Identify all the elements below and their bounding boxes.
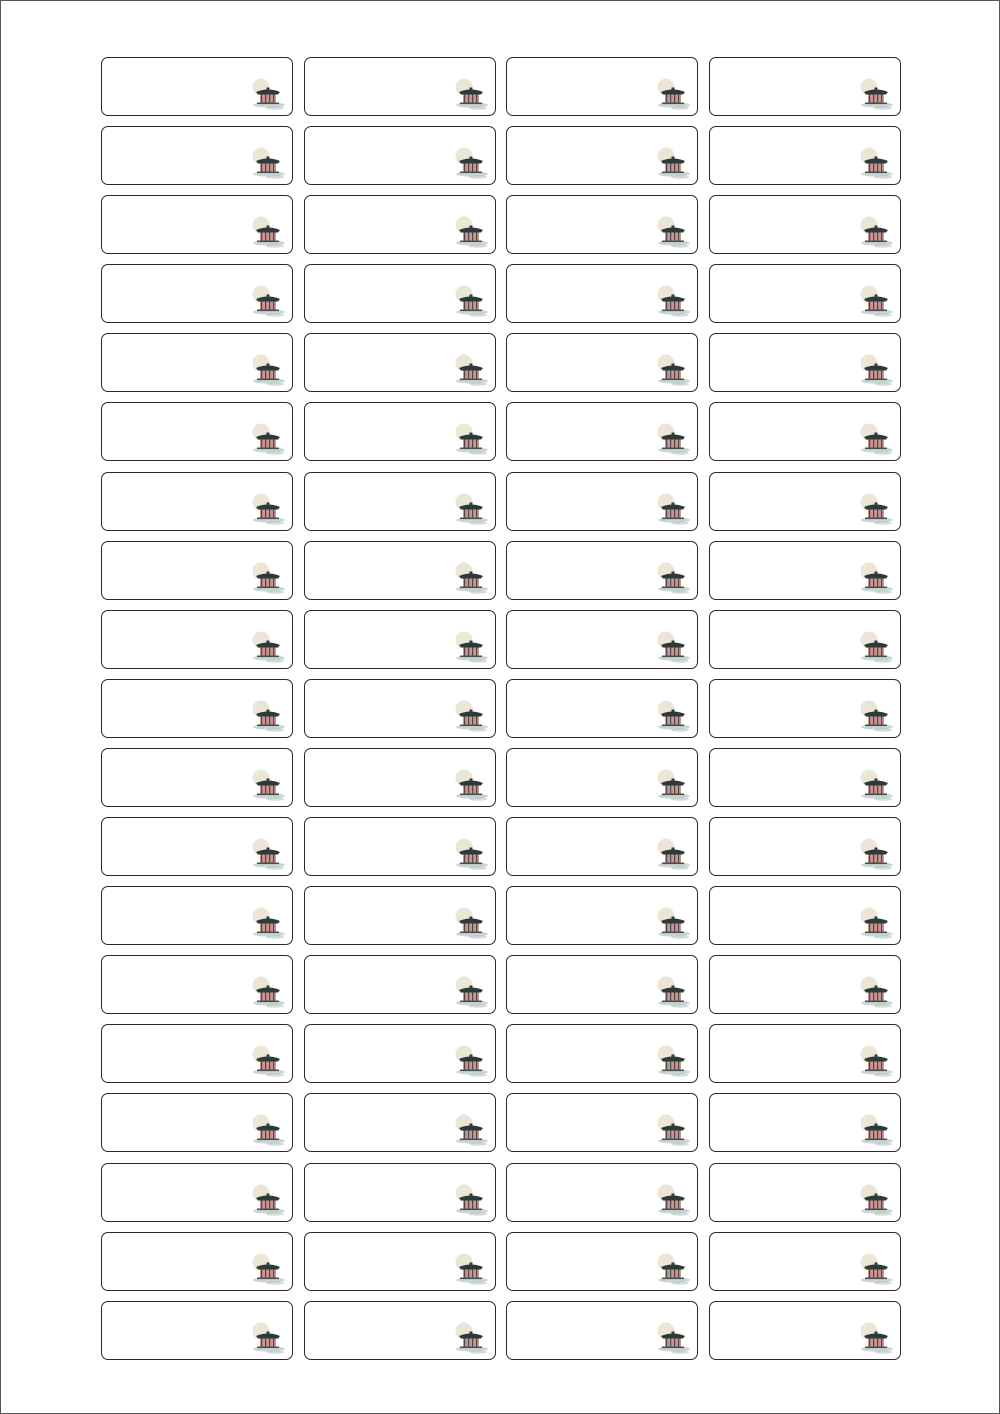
pavilion-moon-icon <box>652 699 692 733</box>
label-blank <box>101 748 293 807</box>
label-blank <box>101 541 293 600</box>
label-blank <box>506 610 698 669</box>
label-blank <box>506 1024 698 1083</box>
pavilion-moon-icon <box>450 1252 490 1286</box>
label-blank <box>304 679 496 738</box>
label-blank <box>506 333 698 392</box>
pavilion-moon-icon <box>652 77 692 111</box>
label-blank <box>101 57 293 116</box>
label-blank <box>709 817 901 876</box>
label-blank <box>304 955 496 1014</box>
label-blank <box>101 817 293 876</box>
pavilion-moon-icon <box>247 561 287 595</box>
pavilion-moon-icon <box>652 1044 692 1078</box>
label-blank <box>506 748 698 807</box>
label-blank <box>709 57 901 116</box>
label-blank <box>101 126 293 185</box>
pavilion-moon-icon <box>247 1252 287 1286</box>
pavilion-moon-icon <box>652 975 692 1009</box>
pavilion-moon-icon <box>450 768 490 802</box>
pavilion-moon-icon <box>855 353 895 387</box>
label-blank <box>304 886 496 945</box>
pavilion-moon-icon <box>247 630 287 664</box>
pavilion-moon-icon <box>855 1321 895 1355</box>
pavilion-moon-icon <box>855 975 895 1009</box>
pavilion-moon-icon <box>450 353 490 387</box>
pavilion-moon-icon <box>247 768 287 802</box>
pavilion-moon-icon <box>855 768 895 802</box>
pavilion-moon-icon <box>450 975 490 1009</box>
label-blank <box>506 402 698 461</box>
pavilion-moon-icon <box>247 699 287 733</box>
label-blank <box>709 1163 901 1222</box>
label-blank <box>304 1093 496 1152</box>
label-blank <box>709 1093 901 1152</box>
pavilion-moon-icon <box>652 1321 692 1355</box>
label-blank <box>709 1024 901 1083</box>
pavilion-moon-icon <box>855 561 895 595</box>
label-blank <box>101 333 293 392</box>
label-blank <box>506 57 698 116</box>
pavilion-moon-icon <box>450 146 490 180</box>
pavilion-moon-icon <box>652 837 692 871</box>
label-blank <box>709 1301 901 1360</box>
pavilion-moon-icon <box>652 353 692 387</box>
pavilion-moon-icon <box>450 284 490 318</box>
label-blank <box>709 886 901 945</box>
label-blank <box>506 264 698 323</box>
pavilion-moon-icon <box>247 77 287 111</box>
label-blank <box>101 195 293 254</box>
pavilion-moon-icon <box>450 492 490 526</box>
label-blank <box>506 1093 698 1152</box>
label-blank <box>304 1232 496 1291</box>
label-blank <box>506 679 698 738</box>
pavilion-moon-icon <box>855 1044 895 1078</box>
pavilion-moon-icon <box>247 1183 287 1217</box>
pavilion-moon-icon <box>855 284 895 318</box>
pavilion-moon-icon <box>652 492 692 526</box>
label-blank <box>709 333 901 392</box>
pavilion-moon-icon <box>247 284 287 318</box>
label-blank <box>709 679 901 738</box>
label-blank <box>304 1301 496 1360</box>
pavilion-moon-icon <box>652 215 692 249</box>
pavilion-moon-icon <box>450 1044 490 1078</box>
label-blank <box>101 472 293 531</box>
label-blank <box>506 1232 698 1291</box>
label-blank <box>709 955 901 1014</box>
pavilion-moon-icon <box>450 1321 490 1355</box>
label-blank <box>304 57 496 116</box>
label-blank <box>101 679 293 738</box>
label-blank <box>506 817 698 876</box>
label-grid <box>101 57 901 1360</box>
label-blank <box>304 748 496 807</box>
label-blank <box>506 126 698 185</box>
label-blank <box>506 955 698 1014</box>
pavilion-moon-icon <box>855 1183 895 1217</box>
pavilion-moon-icon <box>247 1113 287 1147</box>
pavilion-moon-icon <box>247 975 287 1009</box>
pavilion-moon-icon <box>652 906 692 940</box>
label-blank <box>101 402 293 461</box>
pavilion-moon-icon <box>855 422 895 456</box>
label-blank <box>709 610 901 669</box>
label-blank <box>506 1163 698 1222</box>
label-blank <box>101 886 293 945</box>
pavilion-moon-icon <box>652 1183 692 1217</box>
pavilion-moon-icon <box>652 1113 692 1147</box>
label-blank <box>304 333 496 392</box>
label-blank <box>709 195 901 254</box>
pavilion-moon-icon <box>855 1113 895 1147</box>
label-blank <box>709 402 901 461</box>
pavilion-moon-icon <box>855 77 895 111</box>
label-blank <box>101 1093 293 1152</box>
label-blank <box>304 1024 496 1083</box>
label-blank <box>304 195 496 254</box>
pavilion-moon-icon <box>652 561 692 595</box>
pavilion-moon-icon <box>855 146 895 180</box>
pavilion-moon-icon <box>247 492 287 526</box>
label-blank <box>304 817 496 876</box>
pavilion-moon-icon <box>247 1321 287 1355</box>
pavilion-moon-icon <box>247 906 287 940</box>
pavilion-moon-icon <box>855 630 895 664</box>
pavilion-moon-icon <box>652 768 692 802</box>
label-blank <box>101 610 293 669</box>
label-blank <box>709 1232 901 1291</box>
label-blank <box>304 1163 496 1222</box>
label-blank <box>101 1163 293 1222</box>
label-blank <box>709 126 901 185</box>
label-blank <box>304 126 496 185</box>
label-blank <box>709 264 901 323</box>
pavilion-moon-icon <box>450 906 490 940</box>
pavilion-moon-icon <box>450 422 490 456</box>
pavilion-moon-icon <box>652 146 692 180</box>
label-blank <box>506 1301 698 1360</box>
pavilion-moon-icon <box>652 630 692 664</box>
pavilion-moon-icon <box>652 1252 692 1286</box>
label-blank <box>304 610 496 669</box>
label-blank <box>101 1024 293 1083</box>
pavilion-moon-icon <box>450 215 490 249</box>
label-blank <box>304 402 496 461</box>
pavilion-moon-icon <box>247 837 287 871</box>
label-blank <box>709 541 901 600</box>
pavilion-moon-icon <box>247 146 287 180</box>
pavilion-moon-icon <box>855 699 895 733</box>
pavilion-moon-icon <box>247 353 287 387</box>
pavilion-moon-icon <box>247 422 287 456</box>
label-blank <box>506 472 698 531</box>
pavilion-moon-icon <box>450 630 490 664</box>
label-blank <box>506 541 698 600</box>
pavilion-moon-icon <box>652 422 692 456</box>
pavilion-moon-icon <box>450 699 490 733</box>
label-blank <box>101 264 293 323</box>
pavilion-moon-icon <box>247 215 287 249</box>
pavilion-moon-icon <box>450 1183 490 1217</box>
label-blank <box>709 472 901 531</box>
pavilion-moon-icon <box>450 837 490 871</box>
pavilion-moon-icon <box>855 1252 895 1286</box>
pavilion-moon-icon <box>450 1113 490 1147</box>
label-blank <box>304 264 496 323</box>
label-blank <box>101 955 293 1014</box>
pavilion-moon-icon <box>450 77 490 111</box>
pavilion-moon-icon <box>247 1044 287 1078</box>
label-blank <box>506 195 698 254</box>
label-blank <box>304 472 496 531</box>
pavilion-moon-icon <box>855 837 895 871</box>
label-blank <box>709 748 901 807</box>
pavilion-moon-icon <box>652 284 692 318</box>
label-blank <box>101 1301 293 1360</box>
label-blank <box>304 541 496 600</box>
pavilion-moon-icon <box>855 906 895 940</box>
pavilion-moon-icon <box>450 561 490 595</box>
label-blank <box>101 1232 293 1291</box>
label-blank <box>506 886 698 945</box>
pavilion-moon-icon <box>855 215 895 249</box>
pavilion-moon-icon <box>855 492 895 526</box>
